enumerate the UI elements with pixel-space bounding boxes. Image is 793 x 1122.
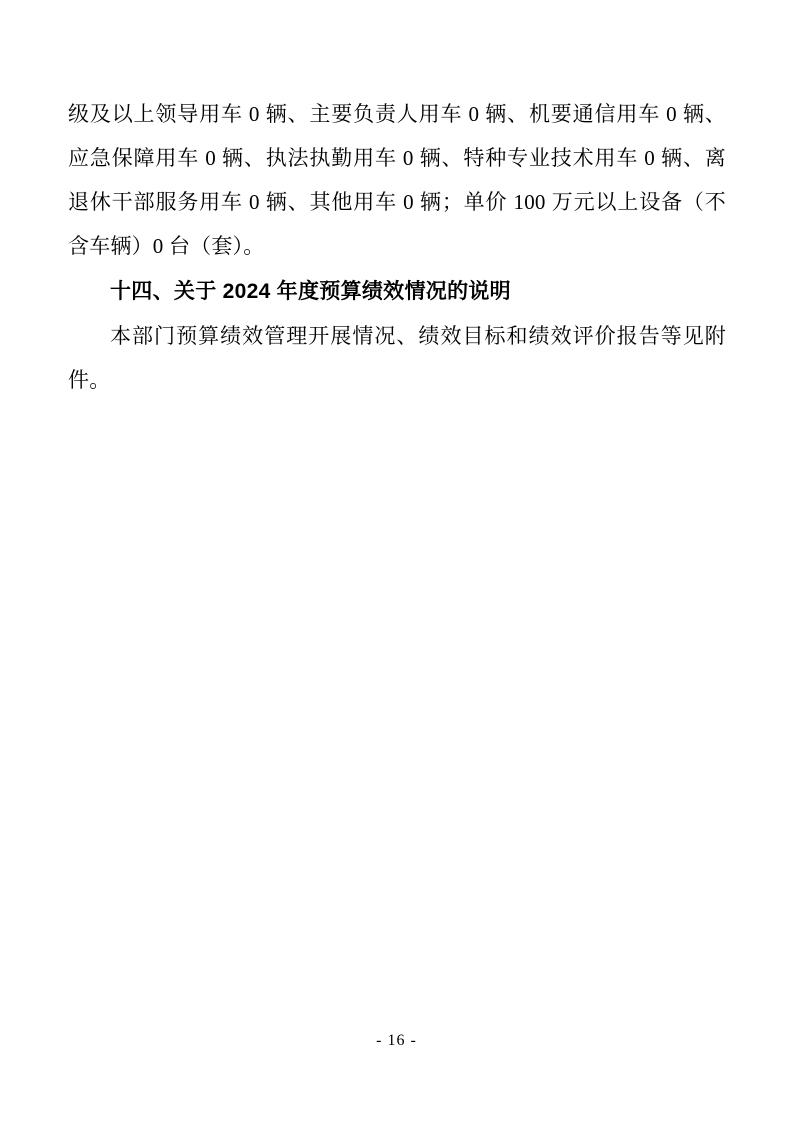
section-heading-budget-performance: 十四、关于 2024 年度预算绩效情况的说明	[110, 280, 511, 303]
page-number: - 16 -	[376, 1032, 417, 1049]
body-paragraph-performance: 本部门预算绩效管理开展情况、绩效目标和绩效评价报告等见附件。	[68, 324, 726, 392]
body-paragraph-vehicles: 级及以上领导用车 0 辆、主要负责人用车 0 辆、机要通信用车 0 辆、应急保障用车 0 辆、执法执勤用车 0 辆、特种专业技术用车 0 辆、离退休干部服务用车 0 辆、其他用车 0 辆；单价 100 万元以上设备（不含车辆）0 台（套）。	[68, 102, 726, 258]
page-content	[68, 92, 726, 402]
